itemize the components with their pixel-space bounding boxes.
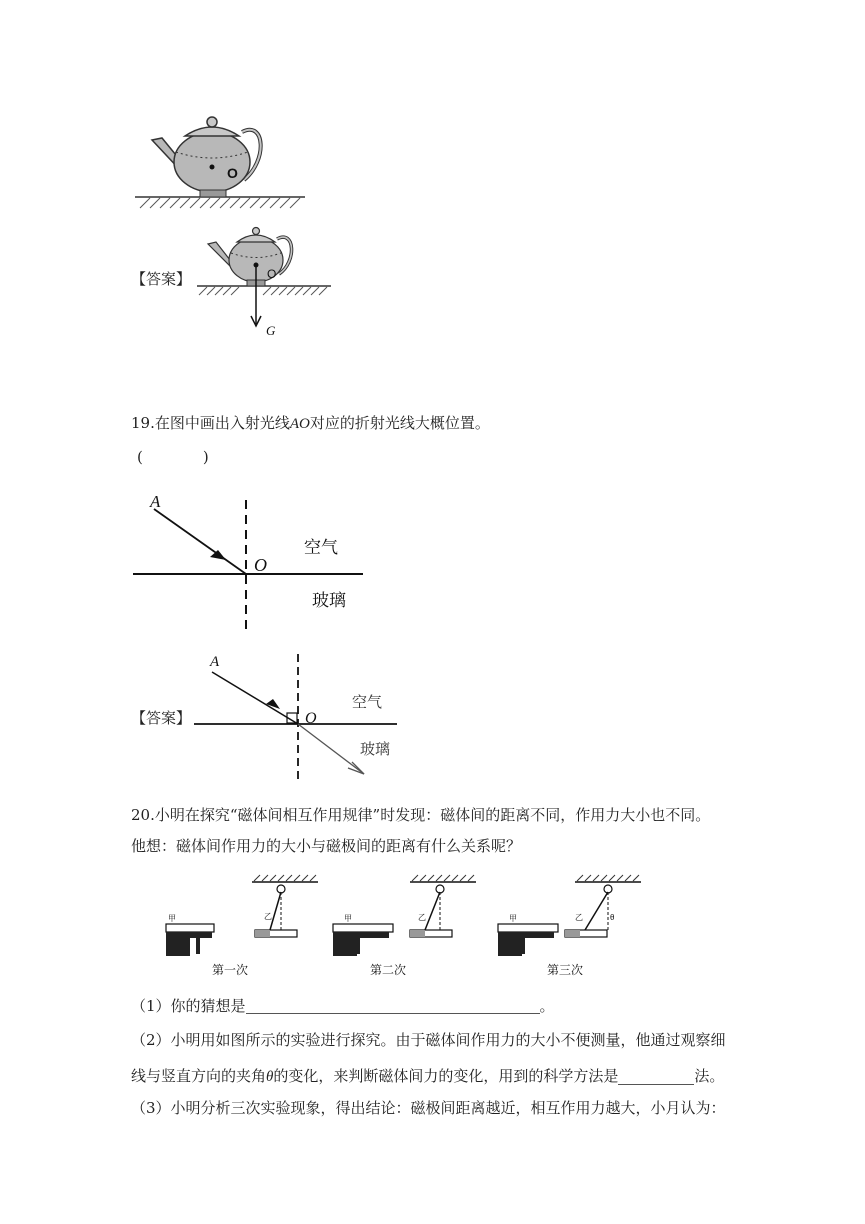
q20-sub2-line2 — [131, 1069, 724, 1085]
q20-sub2-text-a: 线与竖直方向的夹角 — [131, 1067, 267, 1085]
caption-3: 第三次 — [547, 963, 584, 977]
q20-sub2-end: 法。 — [694, 1067, 725, 1085]
magnet-experiment-2 — [330, 870, 495, 980]
q19-text-b: 对应的折射光线大概位置。 — [309, 414, 490, 432]
magnet-experiment-3 — [495, 870, 660, 980]
method-blank[interactable] — [618, 1070, 694, 1085]
q20-sub2-line1: （2）小明用如图所示的实验进行探究。由于磁体间作用力的大小不便测量，他通过观察细 — [131, 1031, 726, 1049]
caption-1: 第一次 — [212, 963, 249, 977]
q19-ans-point-o: O — [305, 710, 317, 727]
q19-paren: ( ) — [137, 448, 209, 466]
guess-blank[interactable] — [246, 999, 540, 1014]
magnet-a-label-3: 甲 — [509, 914, 517, 923]
q20-line2: 他想：磁体间作用力的大小与磁极间的距离有什么关系呢？ — [131, 837, 522, 855]
teapot-center-label: O — [227, 165, 238, 181]
gravity-label: G — [266, 323, 276, 338]
q19-ans-point-a: A — [210, 654, 220, 670]
magnet-a-label-2: 甲 — [344, 914, 352, 923]
q20-sub1-prefix: （1）你的猜想是 — [131, 997, 246, 1015]
q19-ans-medium-air: 空气 — [352, 694, 383, 711]
magnet-b-label-3: 乙 — [575, 913, 583, 922]
magnet-b-label-2: 乙 — [418, 913, 426, 922]
q20-sub2-theta: θ — [266, 1069, 274, 1085]
magnet-a-label: 甲 — [168, 914, 176, 923]
answer-label: 【答案】 — [131, 270, 192, 288]
teapot-figure — [130, 110, 310, 215]
magnet-b-label: 乙 — [264, 912, 272, 921]
caption-2: 第二次 — [370, 963, 407, 977]
q19-point-o: O — [254, 555, 267, 575]
q19-text — [131, 416, 490, 432]
q19-figure — [130, 485, 370, 635]
q19-ans-medium-glass: 玻璃 — [360, 741, 391, 758]
teapot-answer-center-label: O — [267, 267, 277, 281]
q19-point-a: A — [150, 492, 161, 511]
q20-line1: 20.小明在探究“磁体间相互作用规律”时发现：磁体间的距离不同，作用力大小也不同。 — [131, 806, 711, 824]
q19-answer-label: 【答案】 — [131, 709, 192, 727]
q19-number: 19. — [131, 414, 155, 432]
q19-medium-glass: 玻璃 — [312, 591, 346, 610]
q20-sub3: （3）小明分析三次实验现象，得出结论：磁极间距离越近，相互作用力越大，小月认为： — [131, 1099, 726, 1117]
q19-ray-name: AO — [289, 416, 310, 432]
q20-sub1 — [131, 999, 555, 1014]
q19-answer-figure — [192, 650, 407, 790]
q20-sub2-text-b: 的变化，来判断磁体间力的变化，用到的科学方法是 — [273, 1067, 619, 1085]
theta-label: θ — [610, 913, 615, 922]
magnet-experiment-1 — [160, 870, 325, 980]
q19-medium-air: 空气 — [304, 538, 338, 557]
q20-sub1-end: 。 — [539, 997, 555, 1015]
teapot-answer-figure — [195, 222, 335, 342]
q19-text-a: 在图中画出入射光线 — [154, 414, 290, 432]
